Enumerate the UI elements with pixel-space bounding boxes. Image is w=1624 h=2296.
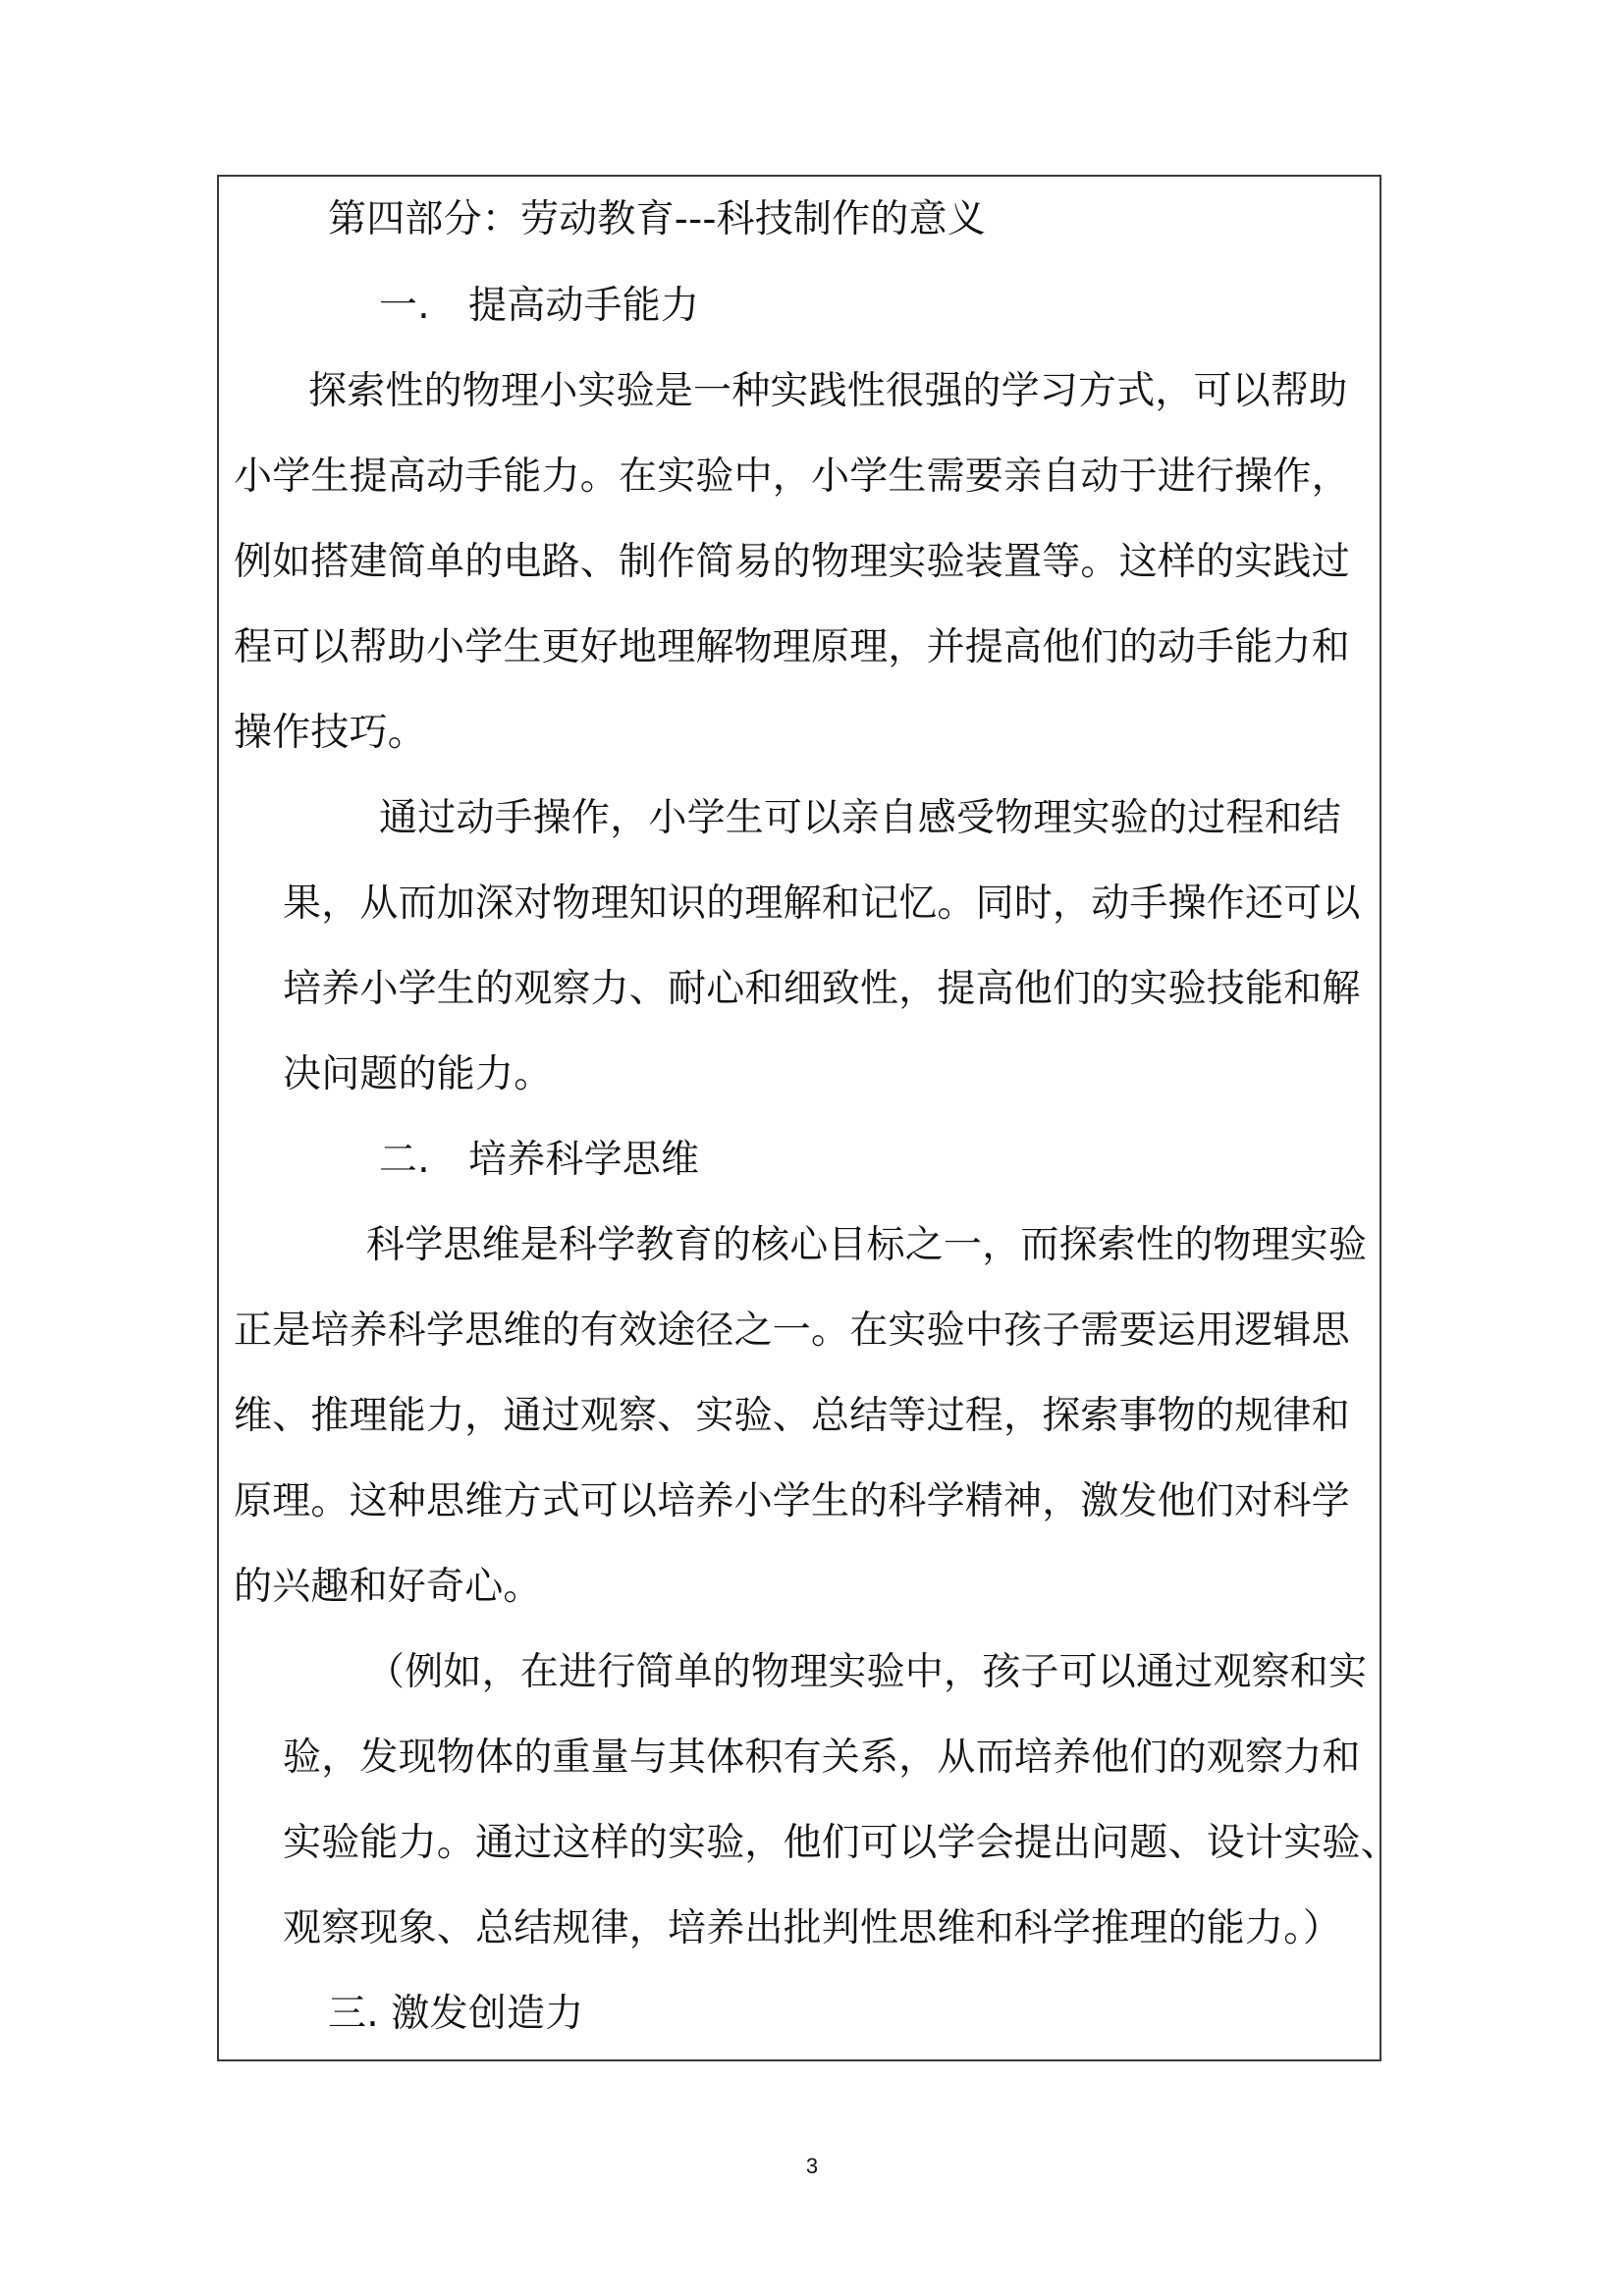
paragraph-line: 决问题的能力。 (283, 1052, 553, 1096)
paragraph-line: 果，从而加深对物理知识的理解和记忆。同时，动手操作还可以 (283, 881, 1361, 926)
paragraph-line: 实验能力。通过这样的实验，他们可以学会提出问题、设计实验、 (283, 1821, 1399, 1865)
paragraph-line: 的兴趣和好奇心。 (234, 1565, 542, 1609)
section-heading-2: 二. 培养科学思维 (379, 1138, 700, 1182)
section-heading-3: 三. 激发创造力 (328, 1992, 584, 2036)
paragraph-line: （例如，在进行简单的物理实验中，孩子可以通过观察和实 (366, 1650, 1368, 1694)
paragraph-line: 培养小学生的观察力、耐心和细致性，提高他们的实验技能和解 (283, 967, 1361, 1011)
page-number: 3 (805, 2154, 819, 2178)
paragraph-line: 探索性的物理小实验是一种实践性很强的学习方式，可以帮助 (308, 369, 1348, 413)
paragraph-line: 观察现象、总结规律，培养出批判性思维和科学推理的能力。） (283, 1906, 1342, 1950)
part-title: 第四部分：劳动教育---科技制作的意义 (328, 197, 987, 241)
paragraph-line: 科学思维是科学教育的核心目标之一，而探索性的物理实验 (366, 1223, 1368, 1267)
section-heading-1: 一. 提高动手能力 (379, 284, 700, 328)
paragraph-line: 操作技巧。 (234, 711, 427, 755)
content-box (217, 175, 1399, 2061)
paragraph-line: 程可以帮助小学生更好地理解物理原理，并提高他们的动手能力和 (234, 625, 1350, 669)
paragraph-line: 正是培养科学思维的有效途径之一。在实验中孩子需要运用逻辑思 (234, 1308, 1350, 1353)
paragraph-line: 小学生提高动手能力。在实验中，小学生需要亲自动于进行操作， (234, 454, 1350, 499)
paragraph-line: 通过动手操作，小学生可以亲自感受物理实验的过程和结 (379, 796, 1342, 840)
paragraph-line: 维、推理能力，通过观察、实验、总结等过程，探索事物的规律和 (234, 1394, 1350, 1438)
paragraph-line: 原理。这种思维方式可以培养小学生的科学精神，激发他们对科学 (234, 1479, 1350, 1523)
paragraph-line: 验，发现物体的重量与其体积有关系，从而培养他们的观察力和 (283, 1735, 1361, 1780)
paragraph-line: 例如搭建简单的电路、制作简易的物理实验装置等。这样的实践过 (234, 540, 1350, 584)
